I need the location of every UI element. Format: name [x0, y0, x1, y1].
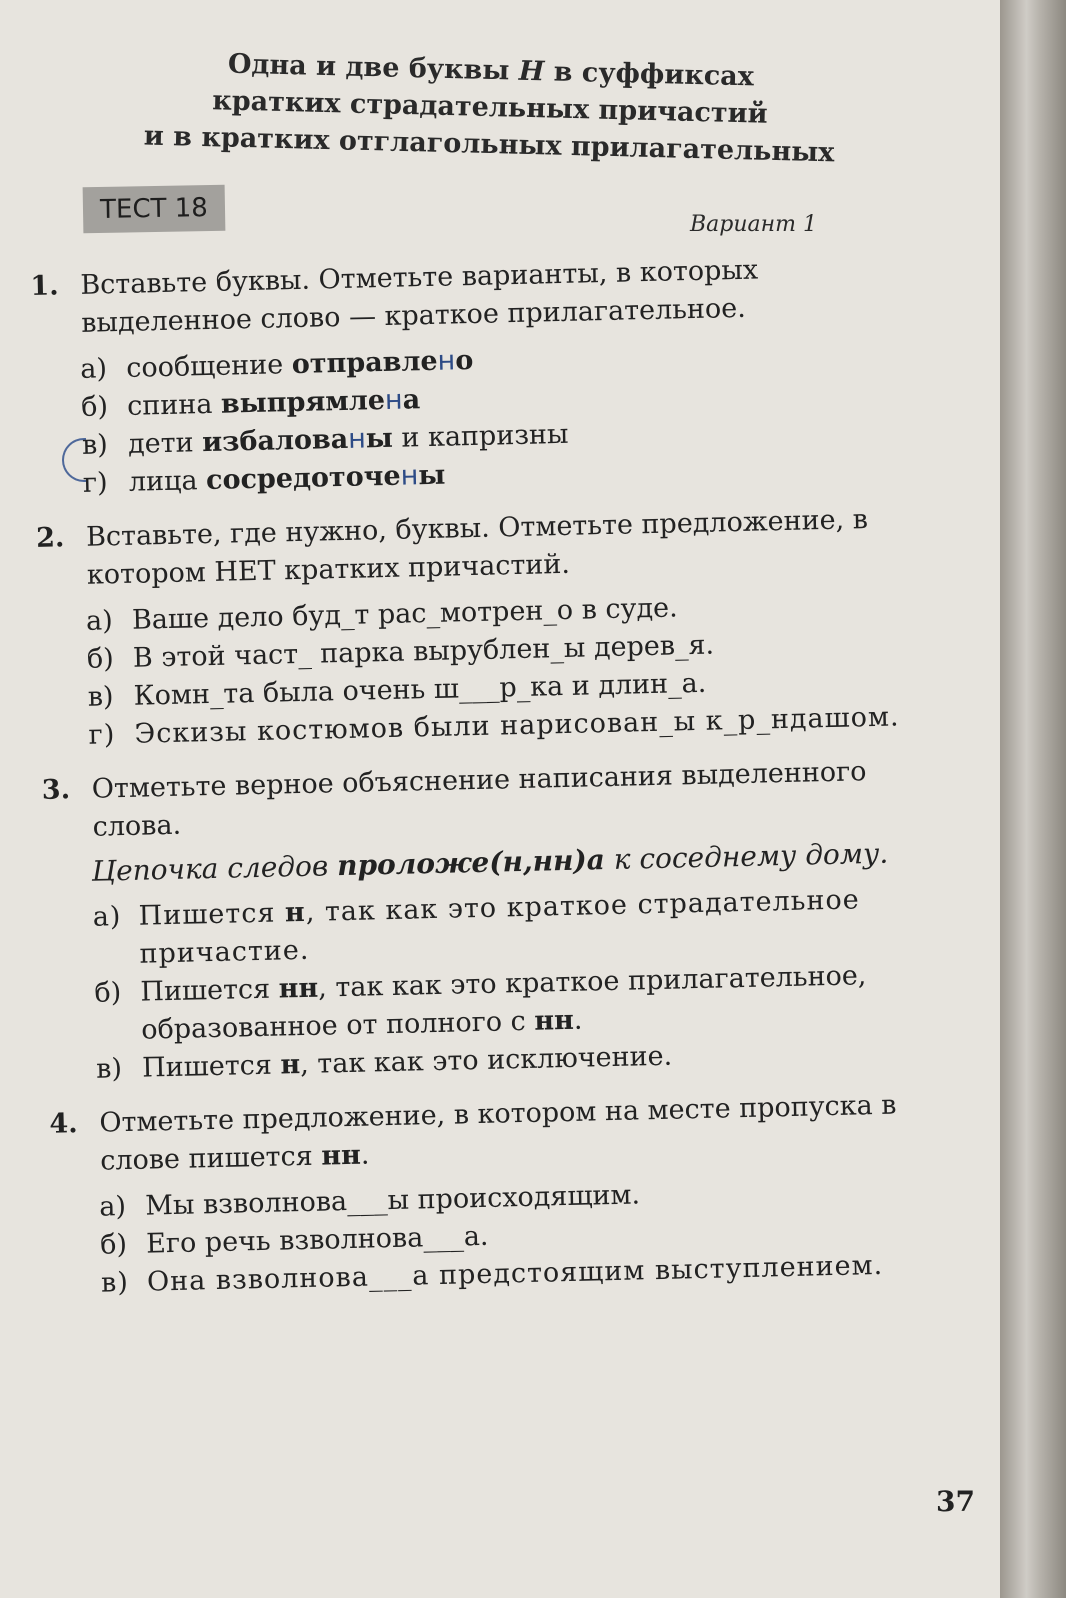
question-4-options	[51, 1169, 953, 1303]
title-line1-italic: Н	[518, 55, 545, 88]
page-number: 37	[936, 1485, 975, 1518]
option-label: а)	[85, 605, 114, 637]
question-4-text-end: .	[360, 1139, 370, 1171]
test-badge: ТЕСТ 18	[83, 185, 226, 233]
title-line1-part2: в суффиксах	[543, 56, 755, 93]
option-bold-ending: о	[454, 344, 474, 377]
page-title	[99, 42, 881, 172]
question-2	[36, 500, 937, 596]
option-label: в)	[87, 681, 114, 713]
option-text: сообщение	[125, 349, 293, 384]
example-text-after: к соседнему дому.	[604, 836, 889, 877]
question-3	[41, 751, 942, 847]
option-bold-ending: а	[402, 384, 421, 416]
question-3-text: Отметьте верное объяснение написания выделенного слова.	[91, 756, 867, 843]
option-text: Пишется	[141, 1049, 281, 1084]
option-text-after: , так как это краткое прилагательное, образованное от полного с	[140, 960, 867, 1046]
title-line-2: кратких страдательных причастий	[212, 85, 768, 130]
question-4-text	[99, 1085, 951, 1180]
option-text-after: , так как это краткое страдательное причастие.	[139, 884, 860, 970]
option-label: г)	[88, 719, 116, 751]
option-text: Пишется	[140, 973, 280, 1008]
option-bold-ending: ы	[417, 459, 446, 492]
handwritten-letter: н	[384, 384, 403, 416]
option-bold: н	[280, 1049, 301, 1081]
option-bold-word: отправле	[291, 345, 438, 381]
handwritten-letter: н	[347, 423, 367, 455]
page-stack-edge	[1000, 0, 1066, 1598]
option-text-after: и капризны	[392, 418, 569, 454]
title-line1-part1: Одна и две буквы	[227, 48, 520, 87]
example-bold-word: проложе(н,нн)а	[336, 843, 606, 883]
question-4-text-main: Отметьте предложение, в котором на месте пропуска в слове пишется	[99, 1089, 897, 1177]
question-1-options	[32, 332, 935, 504]
question-1-number: 1.	[30, 270, 59, 302]
question-1-text: Вставьте буквы. Отметьте варианты, в которых выделенное слово — краткое прилагательное.	[80, 254, 759, 339]
option-text: дети	[127, 427, 203, 460]
option-text: Пишется	[138, 897, 286, 932]
option-text: Эскизы костюмов были нарисован_ы к_р_ндашом.	[134, 701, 900, 750]
option-bold: нн	[278, 972, 319, 1005]
option-label: б)	[94, 977, 122, 1009]
test-content	[30, 248, 954, 1318]
option-label: а)	[79, 353, 108, 385]
option-bold: н	[284, 896, 307, 929]
option-text: Комн_та была очень ш___р_ка и длин_а.	[133, 667, 707, 712]
option-text: спина	[126, 388, 222, 422]
question-4-text-bold: нн	[320, 1139, 362, 1172]
option-bold-word: выпрямле	[220, 384, 386, 420]
option-text: Она взволнова___а предстоящим выступлением.	[146, 1249, 884, 1298]
example-text: Цепочка следов	[91, 849, 338, 888]
option-bold-word: избалова	[201, 423, 349, 459]
question-4	[49, 1085, 950, 1181]
question-4-number: 4.	[49, 1108, 78, 1140]
question-2-text: Вставьте, где нужно, буквы. Отметьте предложение, в котором НЕТ кратких причастий.	[85, 504, 869, 591]
option-label: а)	[92, 901, 122, 933]
variant-label: Вариант 1	[690, 212, 817, 237]
question-1	[30, 248, 931, 344]
option-text: лица	[128, 465, 207, 498]
option-label: в)	[100, 1267, 130, 1299]
option-label: б)	[80, 391, 109, 423]
option-bold-2: нн	[533, 1004, 575, 1037]
option-label: в)	[81, 429, 109, 461]
handwritten-letter: н	[400, 460, 419, 492]
question-3-number: 3.	[41, 774, 71, 806]
option-text: Ваше дело буд_т рас_мотрен_о в суде.	[131, 592, 678, 636]
question-2-options	[38, 583, 941, 755]
option-label: а)	[98, 1191, 127, 1223]
option-label: б)	[86, 643, 115, 675]
option-bold-ending: ы	[365, 422, 394, 455]
option-label: в)	[95, 1053, 123, 1085]
question-3-options	[44, 879, 948, 1089]
option-bold-word: сосредоточе	[205, 460, 402, 497]
option-label: б)	[99, 1229, 128, 1261]
option-label: г)	[82, 467, 108, 499]
option-text-after: , так как это исключение.	[299, 1040, 673, 1081]
option-text: Мы взволнова___ы происходящим.	[144, 1179, 641, 1222]
option-text: Его речь взволнова___а.	[145, 1220, 489, 1260]
handwritten-letter: н	[437, 345, 456, 377]
option-text-end: .	[573, 1004, 583, 1036]
title-line-3: и в кратких отглагольных прилагательных	[143, 120, 835, 169]
question-2-number: 2.	[35, 522, 65, 554]
option-text: В этой част_ парка вырублен_ы дерев_я.	[132, 629, 715, 674]
